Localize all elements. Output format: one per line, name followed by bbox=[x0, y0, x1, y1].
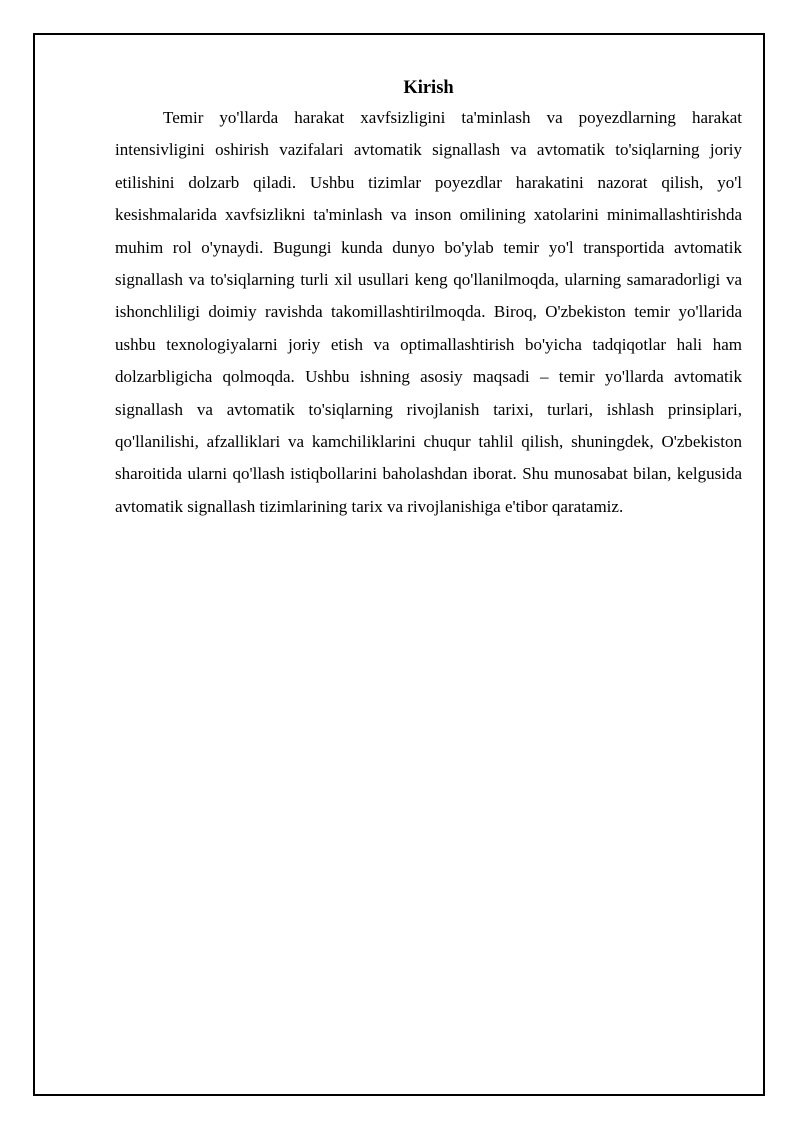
page-content bbox=[115, 76, 742, 523]
page-title: Kirish bbox=[403, 78, 454, 98]
body-paragraph: Temir yo'llarda harakat xavfsizligini ta'minlash va poyezdlarning harakat intensivligini oshirish vazifalari avtomatik signallash va avtomatik to'siqlarning joriy etilishini dolzarb qiladi. Ushbu tizimlar poyezdlar harakatini nazorat qilish, yo'l kesishmalarida xavfsizlikni ta'minlash va inson omilining xatolarini minimallashtirishda muhim rol o'ynaydi. Bugungi kunda dunyo bo'ylab temir yo'l transportida avtomatik signallash va to'siqlarning turli xil usullari keng qo'llanilmoqda, ularning samaradorligi va ishonchliligi doimiy ravishda takomillashtirilmoqda. Biroq, O'zbekiston temir yo'llarida ushbu texnologiyalarni joriy etish va optimallashtirish bo'yicha tadqiqotlar hali ham dolzarbligicha qolmoqda. Ushbu ishning asosiy maqsadi – temir yo'llarda avtomatik signallash va avtomatik to'siqlarning rivojlanish tarixi, turlari, ishlash prinsiplari, qo'llanilishi, afzalliklari va kamchiliklarini chuqur tahlil qilish, shuningdek, O'zbekiston sharoitida ularni qo'llash istiqbollarini baholashdan iborat. Shu munosabat bilan, kelgusida avtomatik signallash tizimlarining tarix va rivojlanishiga e'tibor qaratamiz. bbox=[115, 108, 742, 516]
